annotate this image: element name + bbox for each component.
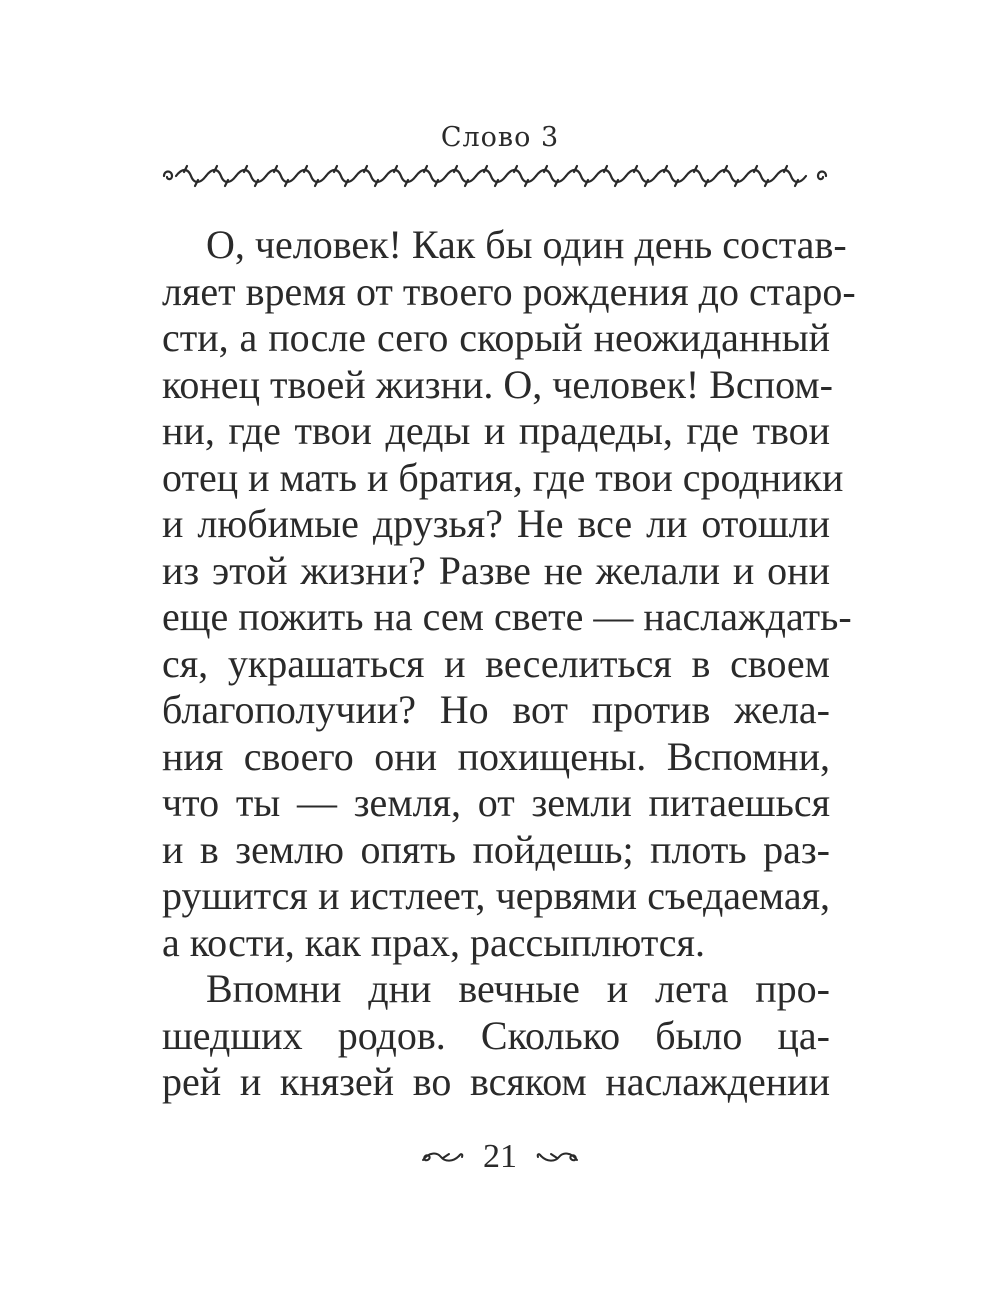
text-line: ся, украшаться и веселиться в своем <box>162 640 830 686</box>
text-line: а кости, как прах, рассыплются. <box>162 919 705 965</box>
text-line: ляет время от твоего рождения до старо- <box>162 268 856 314</box>
text-line: конец твоей жизни. О, человек! Вспом- <box>162 361 833 407</box>
paragraph-1 <box>162 222 856 966</box>
text-line: и любимые друзья? Не все ли отошли <box>162 501 830 546</box>
text-line: рушится и истлеет, червями съедаемая, <box>162 873 830 918</box>
text-line: ния своего они похищены. Вспомни, <box>162 733 830 779</box>
text-line: еще пожить на сем свете — наслаждать- <box>162 594 852 639</box>
text-line: шедших родов. Сколько было ца- <box>162 1012 830 1058</box>
text-line: и в землю опять пойдешь; плоть раз- <box>162 826 830 872</box>
text-line: ни, где твои деды и прадеды, где твои <box>162 408 830 453</box>
text-line: из этой жизни? Разве не желали и они <box>162 547 830 593</box>
scroll-curl-right-icon <box>535 1148 581 1166</box>
chapter-title: Слово 3 <box>440 122 560 153</box>
page-footer <box>0 1135 1000 1179</box>
paragraph-2 <box>162 966 830 1106</box>
text-line: благополучии? Но вот против жела- <box>162 687 830 732</box>
text-line: Впомни дни вечные и лета про- <box>206 966 830 1011</box>
vine-scroll-rule-icon <box>160 162 830 190</box>
page-number: 21 <box>483 1138 517 1175</box>
text-line: рей и князей во всяком наслаждении <box>162 1059 830 1104</box>
text-line: отец и мать и братия, где твои сродники <box>162 454 844 500</box>
body-text <box>162 222 856 1106</box>
text-line: О, человек! Как бы один день состав- <box>206 222 847 267</box>
text-line: что ты — земля, от земли питаешься <box>162 780 830 825</box>
text-line: сти, а после сего скорый неожиданный <box>162 315 830 360</box>
scroll-curl-left-icon <box>419 1148 465 1166</box>
